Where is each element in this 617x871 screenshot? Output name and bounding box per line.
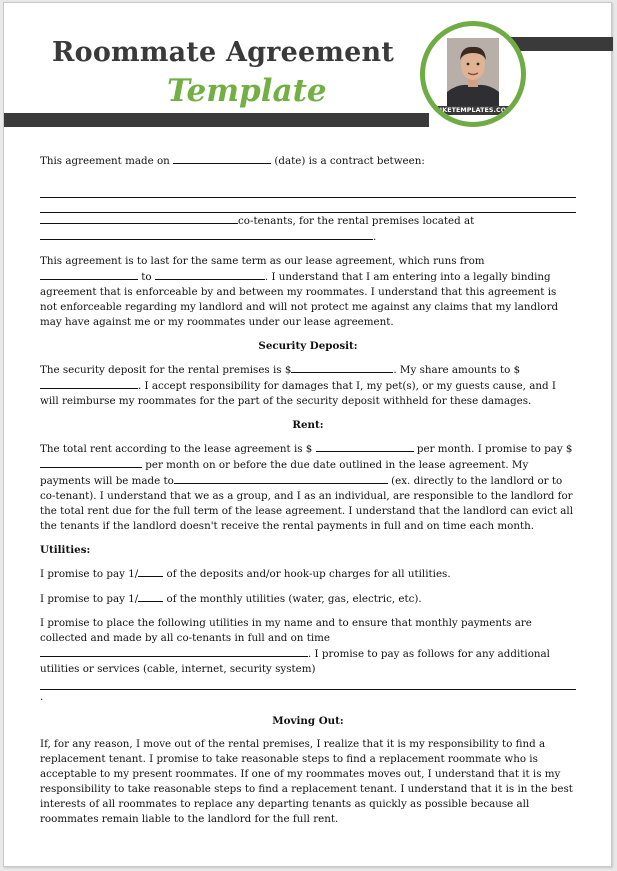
header-bar-right <box>509 37 613 51</box>
deposit-share-field[interactable] <box>138 566 163 577</box>
utilities-heading: Utilities: <box>40 544 91 556</box>
document-page <box>3 2 612 867</box>
monthly-share-field[interactable] <box>138 591 163 602</box>
rent-text-c: per month on or before the due date outlined in the lease agreement. My payments will be made to <box>40 459 529 487</box>
utilities-line1-a: I promise to pay 1/ <box>40 568 139 580</box>
utilities-line2-b: of the monthly utilities (water, gas, electric, etc). <box>166 593 422 605</box>
party-line-2[interactable] <box>40 198 576 213</box>
intro-line <box>40 153 576 169</box>
utilities-para-b: . I promise to pay as follows for any additional utilities or services (cable, internet, security system) <box>40 648 550 675</box>
security-text-a: The security deposit for the rental premises is $ <box>40 364 292 376</box>
author-badge <box>420 21 526 127</box>
security-dollar: $ <box>513 364 521 376</box>
author-photo-icon <box>447 38 499 106</box>
my-rent-field[interactable] <box>40 457 142 468</box>
utilities-list-field[interactable] <box>40 646 308 657</box>
rent-heading: Rent: <box>292 419 324 431</box>
term-paragraph <box>40 254 576 330</box>
moving-out-paragraph: If, for any reason, I move out of the rental premises, I realize that it is my responsibility to find a replacement tenant. I promise to take reasonable steps to find a replacement roommate who is acceptable to my present roommates. If one of my roommates moves out, I understand that it is my responsibility to take reasonable steps to find a replacement tenant. I understand that it is in the best interests of all roommates to replace any departing tenants as quickly as possible because all roommates remain liable to the landlord for the full rent. <box>40 738 573 825</box>
utilities-line-1 <box>40 566 576 582</box>
date-field[interactable] <box>173 153 271 164</box>
utilities-paragraph <box>40 616 576 677</box>
term-end-field[interactable] <box>155 269 265 280</box>
term-to: to <box>141 271 152 283</box>
security-text-b: . My share amounts to <box>393 364 511 376</box>
utilities-line2-a: I promise to pay 1/ <box>40 593 139 605</box>
utilities-line-2 <box>40 591 576 607</box>
cotenants-line <box>40 213 576 229</box>
security-text-c: . I accept responsibility for damages that I, my pet(s), or my guests cause, and I will reimburse my roommates for the part of the security deposit withheld for these damages. <box>40 380 556 407</box>
payee-field[interactable] <box>174 473 388 484</box>
rent-text-a: The total rent according to the lease agreement is $ <box>40 443 313 455</box>
address-field[interactable] <box>40 229 373 240</box>
page-subtitle: Template <box>167 73 327 109</box>
rent-paragraph <box>40 441 576 534</box>
utilities-line1-b: of the deposits and/or hook-up charges for all utilities. <box>166 568 451 580</box>
utilities-para-a: I promise to place the following utilities in my name and to ensure that monthly payments are collected and made by all co-tenants in full and on time <box>40 617 532 644</box>
agreement-body <box>40 153 576 827</box>
address-period: . <box>373 231 377 243</box>
rent-dollar: $ <box>565 443 573 455</box>
deposit-amount-field[interactable] <box>291 362 393 373</box>
security-heading: Security Deposit: <box>258 340 358 352</box>
rent-text-b: per month. I promise to pay <box>416 443 563 455</box>
party-line-1[interactable] <box>40 183 576 198</box>
term-text-b: . I understand that I am entering into a legally binding agreement that is enforceable by and between my roommates. I understand that this agreement is not enforceable regarding my landlord and will not protect me against any claims that my landlord may have against me or my roommates under our lease agreement. <box>40 271 559 328</box>
intro-prefix: This agreement made on <box>40 155 170 167</box>
moving-out-heading: Moving Out: <box>272 715 344 727</box>
utilities-extra-line[interactable] <box>40 677 576 690</box>
party-field-3[interactable] <box>40 213 238 224</box>
total-rent-field[interactable] <box>316 441 414 452</box>
rent-text-d: (ex. directly to the landlord or to co-tenant). I understand that we as a group, and I as an individual, are responsible to the landlord for the total rent due for the full term of the lease agreement. I understand that the landlord can evict all the tenants if the landlord doesn't receive the rental payments in full and on time each month. <box>40 475 573 532</box>
cotenants-text: co-tenants, for the rental premises located at <box>238 215 475 227</box>
term-start-field[interactable] <box>40 269 138 280</box>
security-paragraph <box>40 362 576 409</box>
term-text-a: This agreement is to last for the same term as our lease agreement, which runs from <box>40 255 485 267</box>
badge-label: MIKETEMPLATES.COM <box>425 106 521 115</box>
header-bar-left <box>4 113 429 127</box>
address-line <box>40 229 576 245</box>
page-title: Roommate Agreement <box>52 37 394 68</box>
intro-suffix: (date) is a contract between: <box>274 155 425 167</box>
utilities-period: . <box>40 691 44 703</box>
share-amount-field[interactable] <box>40 378 138 389</box>
